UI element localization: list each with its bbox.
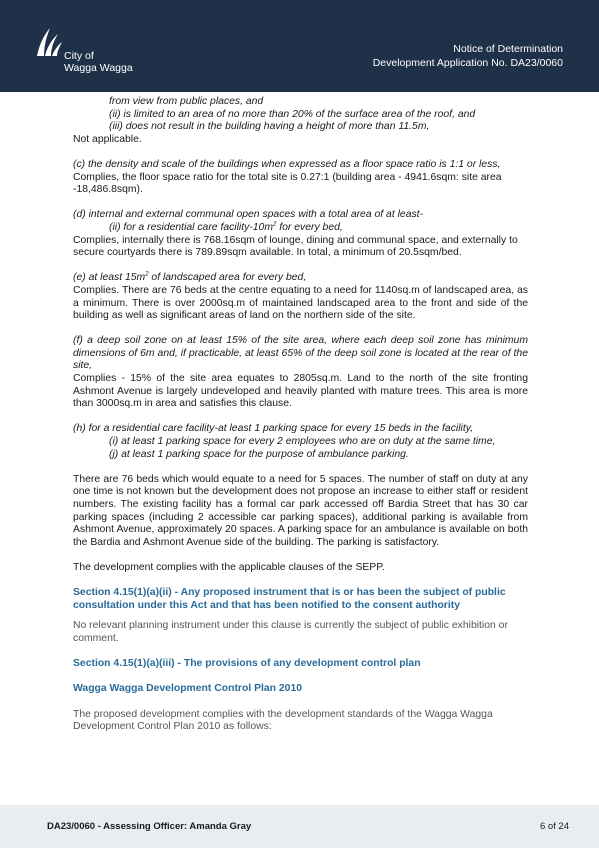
page-header xyxy=(0,0,599,92)
clause-subitem-h-j: (j) at least 1 parking space for the purpose of ambulance parking. xyxy=(109,448,409,460)
clause-subitem-d: (ii) for a residential care facility-$10m^2$ for every bed, xyxy=(109,221,343,233)
logo-line-2: Wagga Wagga xyxy=(64,62,133,74)
section-body-4-15-1-a-ii: No relevant planning instrument under this clause is currently the subject of public exhibition or comment. xyxy=(73,620,508,644)
council-logo xyxy=(34,26,144,76)
logo-text xyxy=(64,50,133,74)
clause-text: (ii) is limited to an area of no more than 20% of the surface area of the roof, and xyxy=(109,108,476,120)
response-e: Complies. There are 76 beds at the centre equating to a need for 1140sq.m of landscaped area, as a minimum. There is over 2000sq.m of maintained landscaped area to the front and side of the building as well as significant areas of land on the northern side of the site. xyxy=(73,284,528,322)
clause-heading-h: (h) for a residential care facility-at least 1 parking space for every 15 beds in the facility, xyxy=(73,423,474,435)
response-f: Complies - 15% of the site area equates to 2805sq.m. Land to the north of the site fronting Ashmont Avenue is largely undeveloped and heavily planted with mature trees. This area is more than 3000sq.m in area and satisfies this clause. xyxy=(73,373,528,410)
clause-heading-f: (f) a deep soil zone on at least 15% of the site area, where each deep soil zone has minimum dimensions of 6m and, if practicable, at least 65% of the deep soil zone is located at the rear of the site, xyxy=(73,335,528,372)
parking-assessment: There are 76 beds which would equate to a need for 5 spaces. The number of staff on duty at any one time is not known but the development does not propose an increase to either staff or resident numbers. The existing facility has a formal car park accessed off Bardia Street that has 30 car parking spaces (including 2 accessible car parking spaces), additional parking is available from Ashmont Avenue, approximately 20 spaces. A parking space for an ambulance is available on both the Bardia and Ashmont Avenue side of the building. The parking is satisfactory. xyxy=(73,473,528,548)
section-body-dcp: The proposed development complies with the development standards of the Wagga Wagga Development Control Plan 2010 as follows: xyxy=(73,708,493,733)
response-d: Complies, internally there is 768.16sqm of lounge, dining and communal space, and externally to secure courtyards there is 789.89sqm available. In total, a minimum of 20.5sqm/bed. xyxy=(73,234,518,259)
clause-text: (iii) does not result in the building having a height of more than 11.5m, xyxy=(109,121,430,133)
document-subtitle: Development Application No. DA23/0060 xyxy=(372,56,563,69)
wagga-logo-icon xyxy=(34,26,64,60)
logo-line-1: City of xyxy=(64,50,94,62)
clause-heading-d: (d) internal and external communal open spaces with a total area of at least- xyxy=(73,209,424,221)
response-c: Complies, the floor space ratio for the total site is 0.27:1 (building area - 4941.6sqm: site area -18,486.8sqm). xyxy=(73,171,502,196)
footer-assessing-officer: DA23/0060 - Assessing Officer: Amanda Gray xyxy=(47,821,252,832)
sepp-conclusion: The development complies with the applicable clauses of the SEPP. xyxy=(73,561,385,573)
clause-subitem-h-i: (i) at least 1 parking space for every 2 employees who are on duty at the same time, xyxy=(109,436,496,448)
clause-heading-e: (e) at least $15m^2$ of landscaped area for every bed, xyxy=(73,271,307,284)
response-text: Not applicable. xyxy=(73,133,142,145)
section-heading-4-15-1-a-iii: Section 4.15(1)(a)(iii) - The provisions of any development control plan xyxy=(73,658,421,670)
section-heading-4-15-1-a-ii: Section 4.15(1)(a)(ii) - Any proposed instrument that is or has been the subject of public consultation under this Act and that has been notified to the consent authority xyxy=(73,587,506,611)
document-body xyxy=(73,96,528,734)
clause-heading-c: (c) the density and scale of the buildings when expressed as a floor space ratio is 1:1 or less, xyxy=(73,158,501,170)
section-heading-dcp: Wagga Wagga Development Control Plan 2010 xyxy=(73,683,303,695)
page-number: 6 of 24 xyxy=(539,821,569,832)
page-footer xyxy=(0,805,599,848)
document-title: Notice of Determination xyxy=(453,43,563,55)
header-title-block xyxy=(373,43,563,70)
clause-text: from view from public places, and xyxy=(109,96,264,107)
